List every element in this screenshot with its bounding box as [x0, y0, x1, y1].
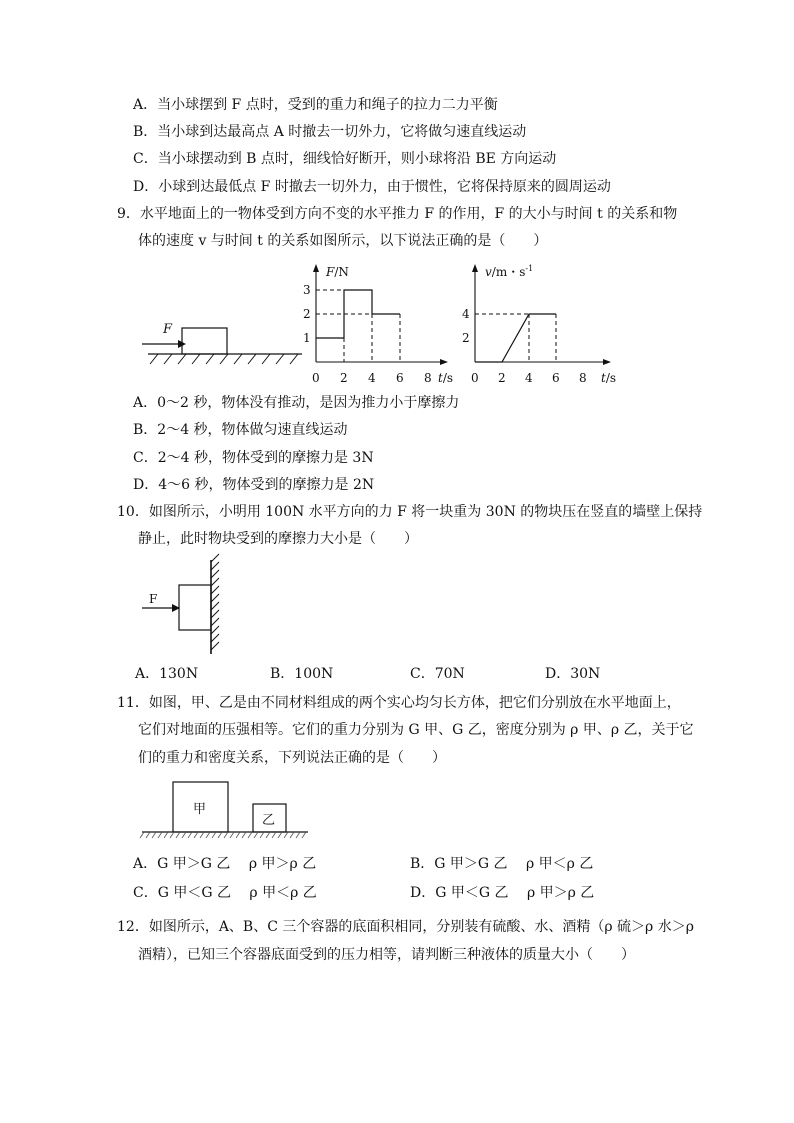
y-axis-arrow	[472, 264, 478, 272]
block	[182, 328, 227, 354]
y-tick-label: 1	[303, 331, 311, 345]
x-tick-label: 8	[579, 371, 587, 385]
q9-velocity-time-graph	[455, 262, 635, 387]
q10-option-a: A．130N	[135, 666, 199, 682]
x-tick-label: 2	[498, 371, 506, 385]
y-tick-label: 2	[462, 331, 470, 345]
q9-stem-line1: 9．水平地面上的一物体受到方向不变的水平推力 F 的作用，F 的大小与时间 t 的关系和物	[117, 206, 678, 222]
q9-force-time-graph	[290, 262, 465, 387]
q9-option-c: C．2～4 秒，物体受到的摩擦力是 3N	[133, 450, 374, 466]
y-tick-label: 3	[303, 283, 311, 297]
block-jia-label: 甲	[193, 802, 207, 817]
x-tick-label: 4	[368, 371, 376, 385]
q11-blocks-figure	[140, 780, 315, 845]
q9-force-label: F	[163, 322, 173, 337]
data-series-line	[475, 314, 556, 362]
q8-option-a: A．当小球摆到 F 点时，受到的重力和绳子的拉力二力平衡	[133, 97, 498, 113]
x-axis-arrow	[603, 359, 611, 365]
q9-option-d: D．4～6 秒，物体受到的摩擦力是 2N	[133, 477, 375, 493]
q10-option-b: B．100N	[270, 666, 334, 682]
q11-option-b: B．G 甲＞G 乙 ρ 甲＜ρ 乙	[410, 856, 594, 872]
y-tick-label: 2	[303, 307, 311, 321]
q12-stem-line2: 酒精），已知三个容器底面受到的压力相等，请判断三种液体的质量大小（ ）	[138, 947, 635, 963]
q11-stem-line1: 11．如图，甲、乙是由不同材料组成的两个实心均匀长方体，把它们分别放在水平地面上，	[117, 695, 681, 711]
block	[179, 585, 211, 630]
q10-force-label: F	[149, 592, 158, 606]
x-tick-label: 8	[424, 371, 432, 385]
x-axis-arrow	[440, 359, 448, 365]
q10-option-d: D．30N	[545, 666, 601, 682]
q11-stem-line2: 它们对地面的压强相等。它们的重力分别为 G 甲、G 乙，密度分别为 ρ 甲、ρ 乙，关于它	[138, 722, 694, 738]
q10-wall-figure	[140, 558, 230, 658]
origin-label: 0	[471, 371, 479, 385]
x-axis-label: t/s	[438, 371, 454, 385]
x-tick-label: 4	[525, 371, 533, 385]
origin-label: 0	[312, 371, 320, 385]
block-yi-label: 乙	[262, 813, 276, 828]
q10-stem-line1: 10．如图所示，小明用 100N 水平方向的力 F 将一块重为 30N 的物块压在竖直的墙壁上保持	[117, 504, 703, 520]
y-axis-arrow	[313, 264, 319, 272]
q8-option-c: C．当小球摆动到 B 点时，细线恰好断开，则小球将沿 BE 方向运动	[133, 151, 557, 167]
q11-option-d: D．G 甲＜G 乙 ρ 甲＞ρ 乙	[410, 885, 595, 901]
q10-option-c: C．70N	[410, 666, 465, 682]
q9-stem-line2: 体的速度 v 与时间 t 的关系如图所示，以下说法正确的是（ ）	[138, 233, 548, 249]
q11-option-c: C．G 甲＜G 乙 ρ 甲＜ρ 乙	[133, 885, 317, 901]
q9-option-b: B．2～4 秒，物体做匀速直线运动	[133, 422, 348, 438]
x-tick-label: 6	[552, 371, 560, 385]
q11-option-a: A．G 甲＞G 乙 ρ 甲＞ρ 乙	[133, 856, 317, 872]
y-axis-label: v/m・$s^{-1}$	[485, 264, 534, 279]
q8-option-b: B．当小球到达最高点 A 时撤去一切外力，它将做匀速直线运动	[133, 124, 527, 140]
q9-option-a: A．0～2 秒，物体没有推动，是因为推力小于摩擦力	[133, 395, 460, 411]
x-tick-label: 2	[340, 371, 348, 385]
y-axis-label: F/N	[326, 265, 349, 279]
x-axis-label: t/s	[601, 371, 617, 385]
q11-stem-line3: 们的重力和密度关系，下列说法正确的是（ ）	[138, 750, 446, 766]
q12-stem-line1: 12．如图所示，A、B、C 三个容器的底面积相同，分别装有硫酸、水、酒精（ρ 硫＞ρ 水＞ρ	[117, 919, 694, 935]
q10-options	[0, 664, 794, 684]
q8-option-d: D．小球到达最低点 F 时撤去一切外力，由于惯性，它将保持原来的圆周运动	[133, 179, 611, 195]
q10-stem-line2: 静止，此时物块受到的摩擦力大小是（ ）	[138, 531, 418, 547]
y-tick-label: 4	[462, 307, 470, 321]
q9-block-figure	[140, 318, 310, 378]
x-tick-label: 6	[396, 371, 404, 385]
